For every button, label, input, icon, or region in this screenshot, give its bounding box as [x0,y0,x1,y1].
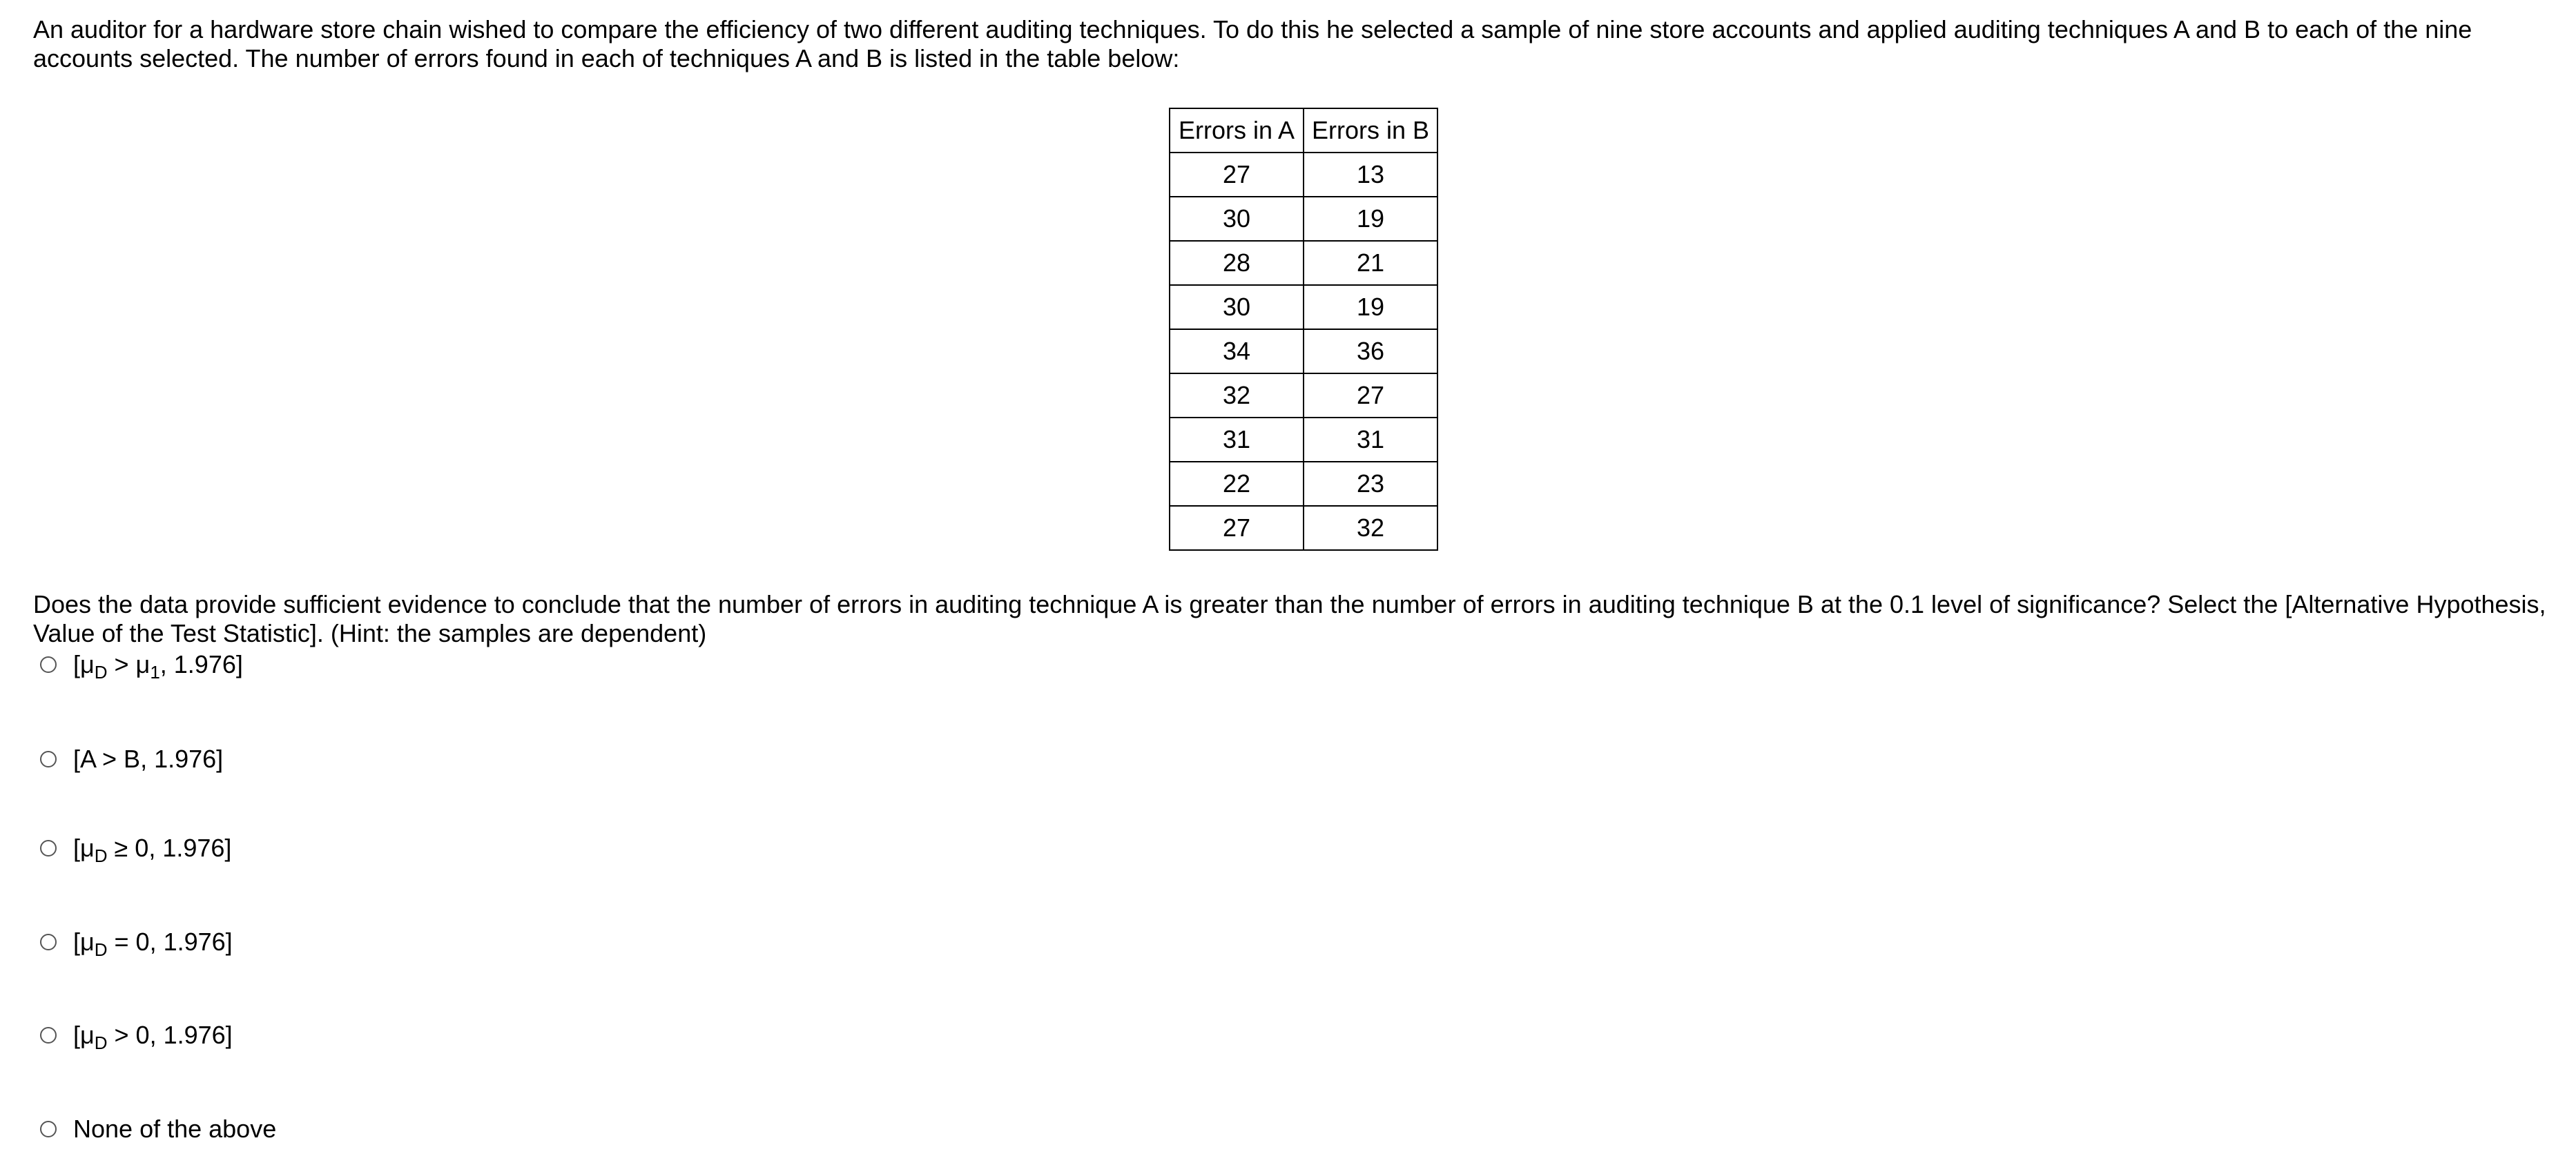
radio-button[interactable] [40,840,57,856]
radio-button[interactable] [40,1121,57,1137]
header-errors-b: Errors in B [1304,108,1437,153]
errors-b-cell: 31 [1304,418,1437,462]
errors-b-cell: 13 [1304,153,1437,197]
errors-b-cell: 19 [1304,197,1437,241]
option-label: [A > B, 1.976] [73,745,224,773]
question-text: Does the data provide sufficient evidence to conclude that the number of errors in auditing technique A is greater than the number of errors in auditing technique B at the 0.1 level of significance? Select the [Alternative Hypothesis, Value of the Test Statistic]. (Hint: the samples are dependent) [33,590,2546,647]
errors-table [1169,108,1438,551]
errors-b-cell: 21 [1304,241,1437,285]
option-label: [$\mu_D \ge 0$, 1.976] [73,834,232,866]
radio-button[interactable] [40,656,57,673]
errors-a-cell: 30 [1170,285,1304,329]
errors-b-cell: 27 [1304,373,1437,418]
option-label: [$\mu_D > 0$, 1.976] [73,1021,233,1053]
answer-option-3[interactable] [40,834,232,866]
table-row [1170,285,1437,329]
radio-button[interactable] [40,1027,57,1044]
option-label: None of the above [73,1115,277,1143]
errors-b-cell: 36 [1304,329,1437,373]
answer-option-6[interactable] [40,1115,276,1144]
answer-option-1[interactable] [40,650,243,683]
errors-b-cell: 23 [1304,462,1437,506]
errors-b-cell: 32 [1304,506,1437,550]
answer-option-5[interactable] [40,1021,233,1053]
table-header-row [1170,108,1437,153]
problem-statement: An auditor for a hardware store chain wished to compare the efficiency of two different auditing techniques. To do this he selected a sample of nine store accounts and applied auditing techniques A and B to each of the nine accounts selected. The number of errors found in each of techniques A and B is listed in the table below: [33,15,2472,72]
errors-a-cell: 22 [1170,462,1304,506]
option-label: [$\mu_D > \mu_1$, 1.976] [73,650,243,683]
errors-b-cell: 19 [1304,285,1437,329]
option-label: [$\mu_D = 0$, 1.976] [73,928,233,960]
errors-a-cell: 31 [1170,418,1304,462]
answer-option-2[interactable] [40,745,223,774]
table-row [1170,241,1437,285]
errors-a-cell: 30 [1170,197,1304,241]
radio-button[interactable] [40,934,57,950]
table-row [1170,418,1437,462]
answer-option-4[interactable] [40,928,233,960]
errors-a-cell: 28 [1170,241,1304,285]
radio-button[interactable] [40,751,57,767]
table-row [1170,462,1437,506]
errors-a-cell: 34 [1170,329,1304,373]
table-row [1170,329,1437,373]
table-row [1170,373,1437,418]
table-row [1170,506,1437,550]
table-row [1170,153,1437,197]
errors-a-cell: 32 [1170,373,1304,418]
table-row [1170,197,1437,241]
errors-a-cell: 27 [1170,506,1304,550]
header-errors-a: Errors in A [1170,108,1304,153]
errors-a-cell: 27 [1170,153,1304,197]
